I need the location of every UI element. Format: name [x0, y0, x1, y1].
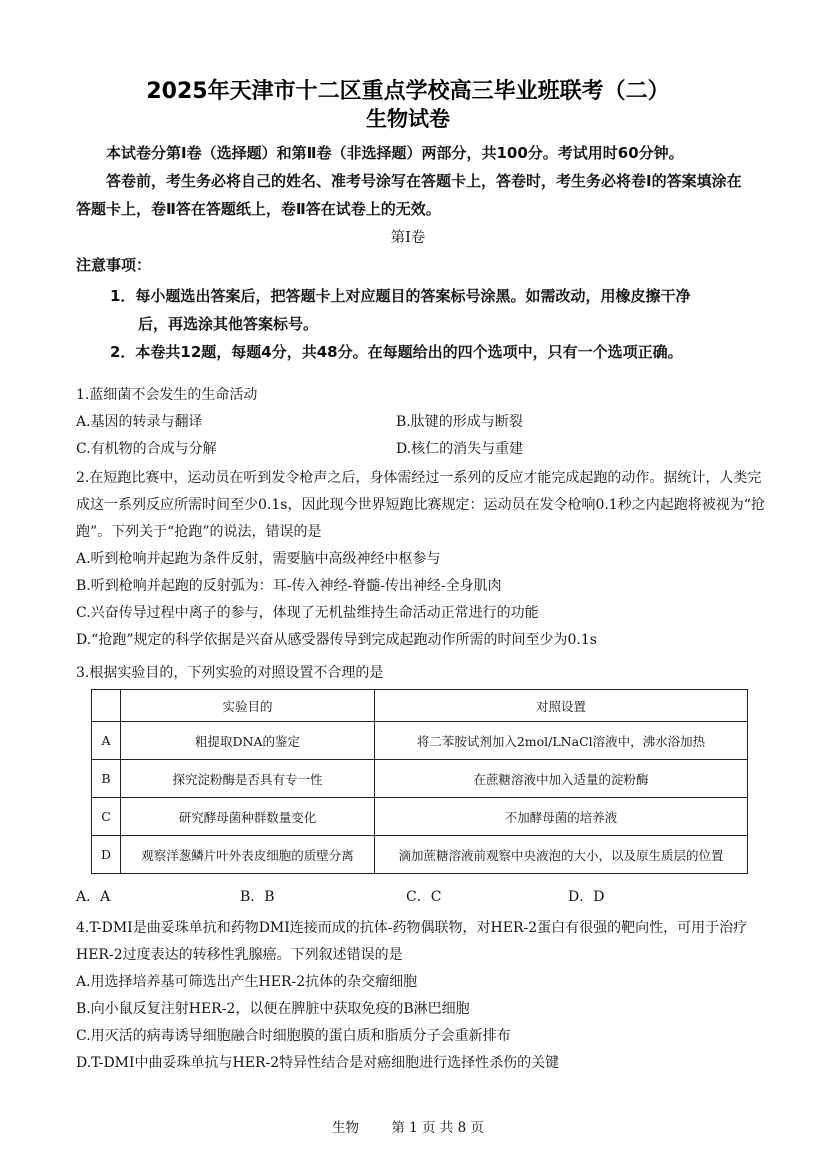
question-2-stem: 2.在短跑比赛中，运动员在听到发令枪声之后，身体需经过一系列的反应才能完成起跑的动作。据统计，人类完成这一系列反应所需时间至少0.1s，因此现今世界短跑比赛规定：运动员在发令枪响0.1秒之内起跑将被视为“抢跑”。下列关于“抢跑”的说法，错误的是 — [76, 470, 765, 540]
q3-option-a: A．A — [76, 889, 111, 905]
q2-option-a: A.听到枪响并起跑为条件反射，需要脑中高级神经中枢参与 — [76, 551, 441, 567]
table-cell: 粗提取DNA的鉴定 — [121, 722, 375, 760]
page-footer — [0, 1116, 816, 1136]
table-row — [92, 760, 748, 798]
q1-option-d: D.核仁的消失与重建 — [396, 441, 524, 457]
q4-option-c: C.用灭活的病毒诱导细胞融合时细胞膜的蛋白质和脂质分子会重新排布 — [76, 1028, 511, 1044]
notice-item-1-line-a: 1．每小题选出答案后，把答题卡上对应题目的答案标号涂黑。如需改动，用橡皮擦干净 — [110, 287, 691, 305]
intro-line-1: 本试卷分第Ⅰ卷（选择题）和第Ⅱ卷（非选择题）两部分，共100分。考试用时60分钟。 — [106, 144, 684, 162]
q3-option-b: B．B — [240, 889, 275, 905]
table-row — [92, 836, 748, 874]
footer-page-number: 第 1 页 共 8 页 — [391, 1120, 484, 1136]
table-cell: 将二苯胺试剂加入2mol/LNaCl溶液中，沸水浴加热 — [375, 722, 748, 760]
intro-line-2: 答卷前，考生务必将自己的姓名、准考号涂写在答题卡上，答卷时，考生务必将卷Ⅰ的答案填涂在答题卡上，卷Ⅱ答在答题纸上，卷Ⅱ答在试卷上的无效。 — [76, 172, 742, 218]
table-cell: A — [92, 722, 121, 760]
q1-option-c: C.有机物的合成与分解 — [76, 441, 217, 457]
q4-option-d: D.T-DMI中曲妥珠单抗与HER-2特异性结合是对癌细胞进行选择性杀伤的关键 — [76, 1055, 560, 1071]
question-2 — [76, 465, 766, 654]
question-3-stem: 3.根据实验目的，下列实验的对照设置不合理的是 — [76, 665, 384, 681]
table-header-row — [92, 690, 748, 722]
q2-option-b: B.听到枪响并起跑的反射弧为：耳-传入神经-脊髓-传出神经-全身肌肉 — [76, 578, 502, 594]
q3-option-d: D．D — [568, 889, 605, 905]
footer-subject: 生物 — [332, 1120, 360, 1136]
table-cell: 滴加蔗糖溶液前观察中央液泡的大小，以及原生质层的位置 — [375, 836, 748, 874]
table-row — [92, 722, 748, 760]
question-1-stem: 1.蓝细菌不会发生的生命活动 — [76, 387, 258, 403]
section-title: 第Ⅰ卷 — [390, 230, 426, 246]
q4-option-a: A.用选择培养基可筛选出产生HER-2抗体的杂交瘤细胞 — [76, 974, 418, 990]
question-4-stem: 4.T-DMI是曲妥珠单抗和药物DMI连接而成的抗体-药物偶联物，对HER-2蛋白有很强的靶向性，可用于治疗HER-2过度表达的转移性乳腺癌。下列叙述错误的是 — [76, 920, 748, 963]
question-3-table — [91, 689, 748, 874]
notice-item-1-line-b: 后，再选涂其他答案标号。 — [138, 315, 319, 333]
table-cell: C — [92, 798, 121, 836]
table-cell: D — [92, 836, 121, 874]
table-header-cell: 对照设置 — [375, 690, 748, 722]
table-cell: 研究酵母菌种群数量变化 — [121, 798, 375, 836]
exam-subtitle: 生物试卷 — [366, 107, 450, 131]
table-cell: B — [92, 760, 121, 798]
table-cell: 探究淀粉酶是否具有专一性 — [121, 760, 375, 798]
question-1-options — [76, 409, 766, 463]
notice-item-2: 2．本卷共12题，每题4分，共48分。在每题给出的四个选项中，只有一个选项正确。 — [110, 343, 683, 361]
table-header-cell — [92, 690, 121, 722]
q1-option-a: A.基因的转录与翻译 — [76, 414, 203, 430]
exam-title: 2025年天津市十二区重点学校高三毕业班联考（二） — [146, 79, 670, 104]
q2-option-d: D.“抢跑”规定的科学依据是兴奋从感受器传导到完成起跑动作所需的时间至少为0.1s — [76, 632, 597, 648]
question-3 — [76, 660, 766, 687]
q3-option-c: C．C — [406, 889, 442, 905]
q2-option-c: C.兴奋传导过程中离子的参与，体现了无机盐维持生命活动正常进行的功能 — [76, 605, 539, 621]
table-cell: 观察洋葱鳞片叶外表皮细胞的质壁分离 — [121, 836, 375, 874]
notice-item-1 — [110, 282, 760, 338]
question-4 — [76, 915, 766, 1077]
table-row — [92, 798, 748, 836]
q4-option-b: B.向小鼠反复注射HER-2，以便在脾脏中获取免疫的B淋巴细胞 — [76, 1001, 470, 1017]
notice-heading: 注意事项： — [76, 256, 152, 274]
question-1 — [76, 382, 766, 409]
q1-option-b: B.肽键的形成与断裂 — [396, 414, 523, 430]
table-header-cell: 实验目的 — [121, 690, 375, 722]
question-3-options — [76, 886, 766, 910]
table-cell: 不加酵母菌的培养液 — [375, 798, 748, 836]
table-cell: 在蔗糖溶液中加入适量的淀粉酶 — [375, 760, 748, 798]
